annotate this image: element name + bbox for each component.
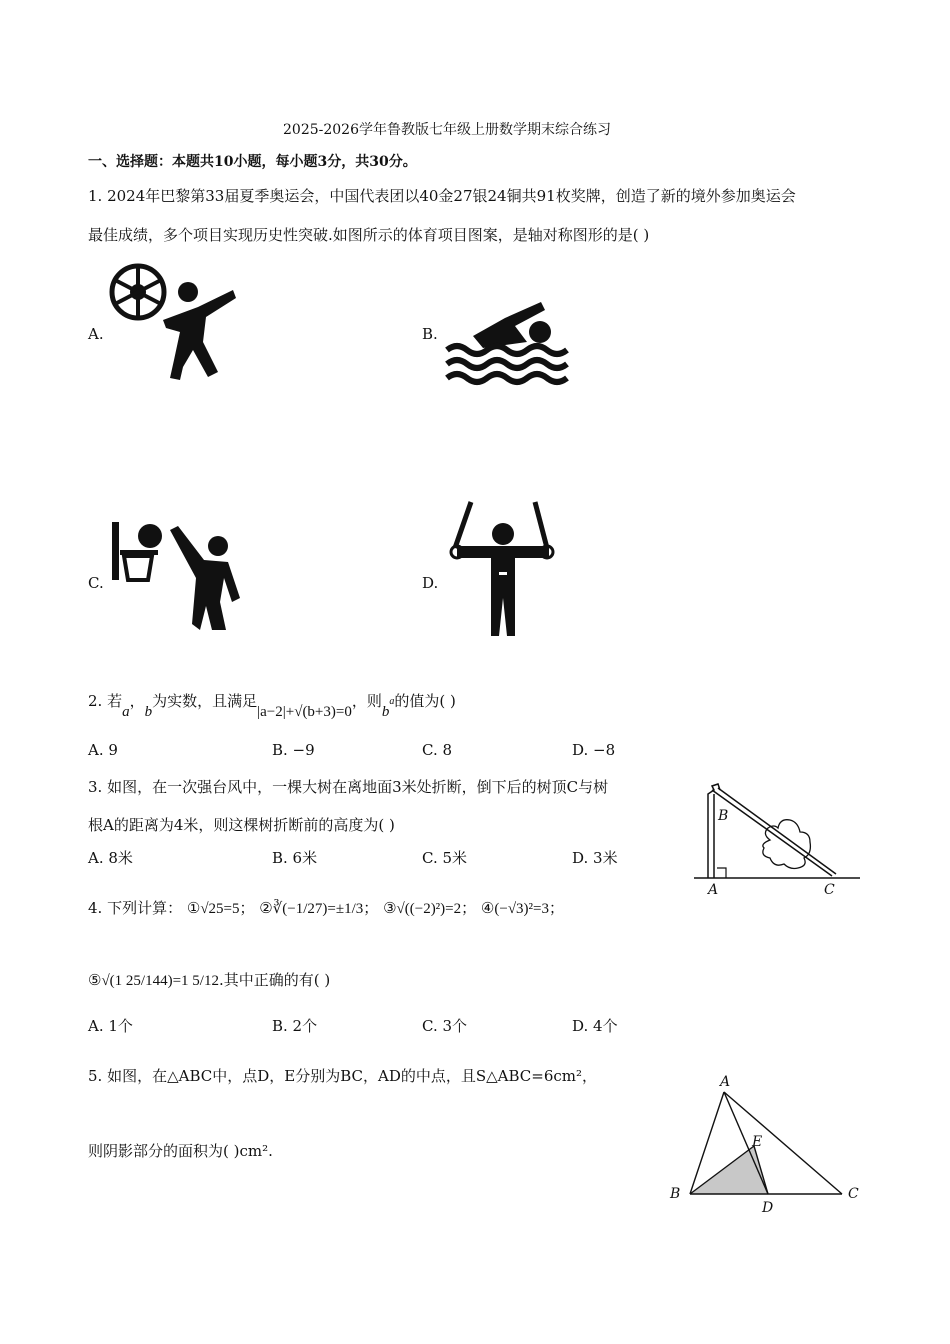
q5-line1: 5. 如图，在△ABC中，点D，E分别为BC，AD的中点，且S△ABC=6cm²，: [88, 1067, 598, 1085]
tree-label-a: A: [708, 882, 719, 898]
section-heading: 一、选择题：本题共10小题，每小题3分，共30分。: [88, 154, 417, 170]
triangle-label-e: E: [752, 1134, 763, 1150]
q4-item-1: ①√25=5；: [186, 901, 255, 917]
q2-var-b: b: [144, 704, 153, 720]
q2-option-c[interactable]: C. 8: [422, 741, 453, 759]
tree-label-c: C: [824, 882, 835, 898]
triangle-label-d: D: [762, 1200, 774, 1215]
triangle-label-a: A: [720, 1074, 731, 1090]
q2-option-a[interactable]: A. 9: [88, 741, 118, 759]
q4-item-2: ②∛(−1/27)=±1/3；: [259, 901, 379, 917]
q2-equation: |a−2|+√(b+3)=0: [257, 704, 352, 720]
q4-option-b[interactable]: B. 2个: [272, 1017, 318, 1035]
q4-line1: [88, 898, 564, 919]
q2-option-b[interactable]: B. −9: [272, 741, 315, 759]
q1-option-b[interactable]: B.: [422, 325, 438, 343]
q2-prefix: 2. 若: [88, 692, 123, 710]
q2-exponent-a: a: [389, 696, 395, 707]
q4-line2: [88, 970, 330, 991]
q3-line2: 根A的距离为4米，则这棵树折断前的高度为( ): [88, 816, 395, 834]
swimming-pictogram: [443, 298, 573, 388]
triangle-abc-figure: [668, 1070, 868, 1215]
q2-comma: ，: [129, 692, 145, 710]
q4-option-c[interactable]: C. 3个: [422, 1017, 468, 1035]
q2-var-a: a: [122, 704, 130, 720]
q2-stem: [88, 688, 456, 720]
q2-base-b: b: [381, 704, 390, 720]
q5-line2: 则阴影部分的面积为( )cm².: [88, 1142, 273, 1160]
basketball-pictogram: [108, 518, 243, 633]
q3-option-d[interactable]: D. 3米: [572, 849, 618, 867]
gymnastics-rings-pictogram: [443, 498, 558, 638]
q3-option-c[interactable]: C. 5米: [422, 849, 468, 867]
q3-line1: 3. 如图，在一次强台风中，一棵大树在离地面3米处折断，倒下后的树顶C与树: [88, 778, 609, 796]
tree-label-b: B: [718, 808, 729, 824]
q2-mid: 为实数，且满足: [152, 692, 258, 710]
q2-tail: 的值为( ): [394, 692, 456, 710]
q4-option-d[interactable]: D. 4个: [572, 1017, 618, 1035]
q1-option-c[interactable]: C.: [88, 574, 104, 592]
q3-option-b[interactable]: B. 6米: [272, 849, 318, 867]
q1-line2: 最佳成绩，多个项目实现历史性突破.如图所示的体育项目图案，是轴对称图形的是( ): [88, 226, 650, 244]
q1-option-d[interactable]: D.: [422, 574, 439, 592]
q4-option-a[interactable]: A. 1个: [88, 1017, 133, 1035]
q4-tail: .其中正确的有( ): [218, 971, 331, 989]
q3-option-a[interactable]: A. 8米: [88, 849, 133, 867]
q4-item-3: ③√((−2)²)=2；: [383, 901, 477, 917]
q4-prefix: 4. 下列计算：: [88, 899, 183, 917]
q4-item-5: ⑤√(1 25/144)=1 5/12: [88, 973, 219, 989]
q4-item-4: ④(−√3)²=3；: [480, 901, 565, 917]
q1-option-a[interactable]: A.: [88, 325, 104, 343]
q2-option-d[interactable]: D. −8: [572, 741, 616, 759]
soccer-pictogram: [108, 262, 238, 384]
page-title: 2025-2026学年鲁教版七年级上册数学期末综合练习: [283, 122, 611, 138]
q2-then: ，则: [351, 692, 382, 710]
triangle-label-b: B: [670, 1186, 681, 1202]
triangle-label-c: C: [848, 1186, 859, 1202]
q1-line1: 1. 2024年巴黎第33届夏季奥运会，中国代表团以40金27银24铜共91枚奖牌，创造了新的境外参加奥运会: [88, 187, 796, 205]
broken-tree-figure: [690, 780, 862, 898]
